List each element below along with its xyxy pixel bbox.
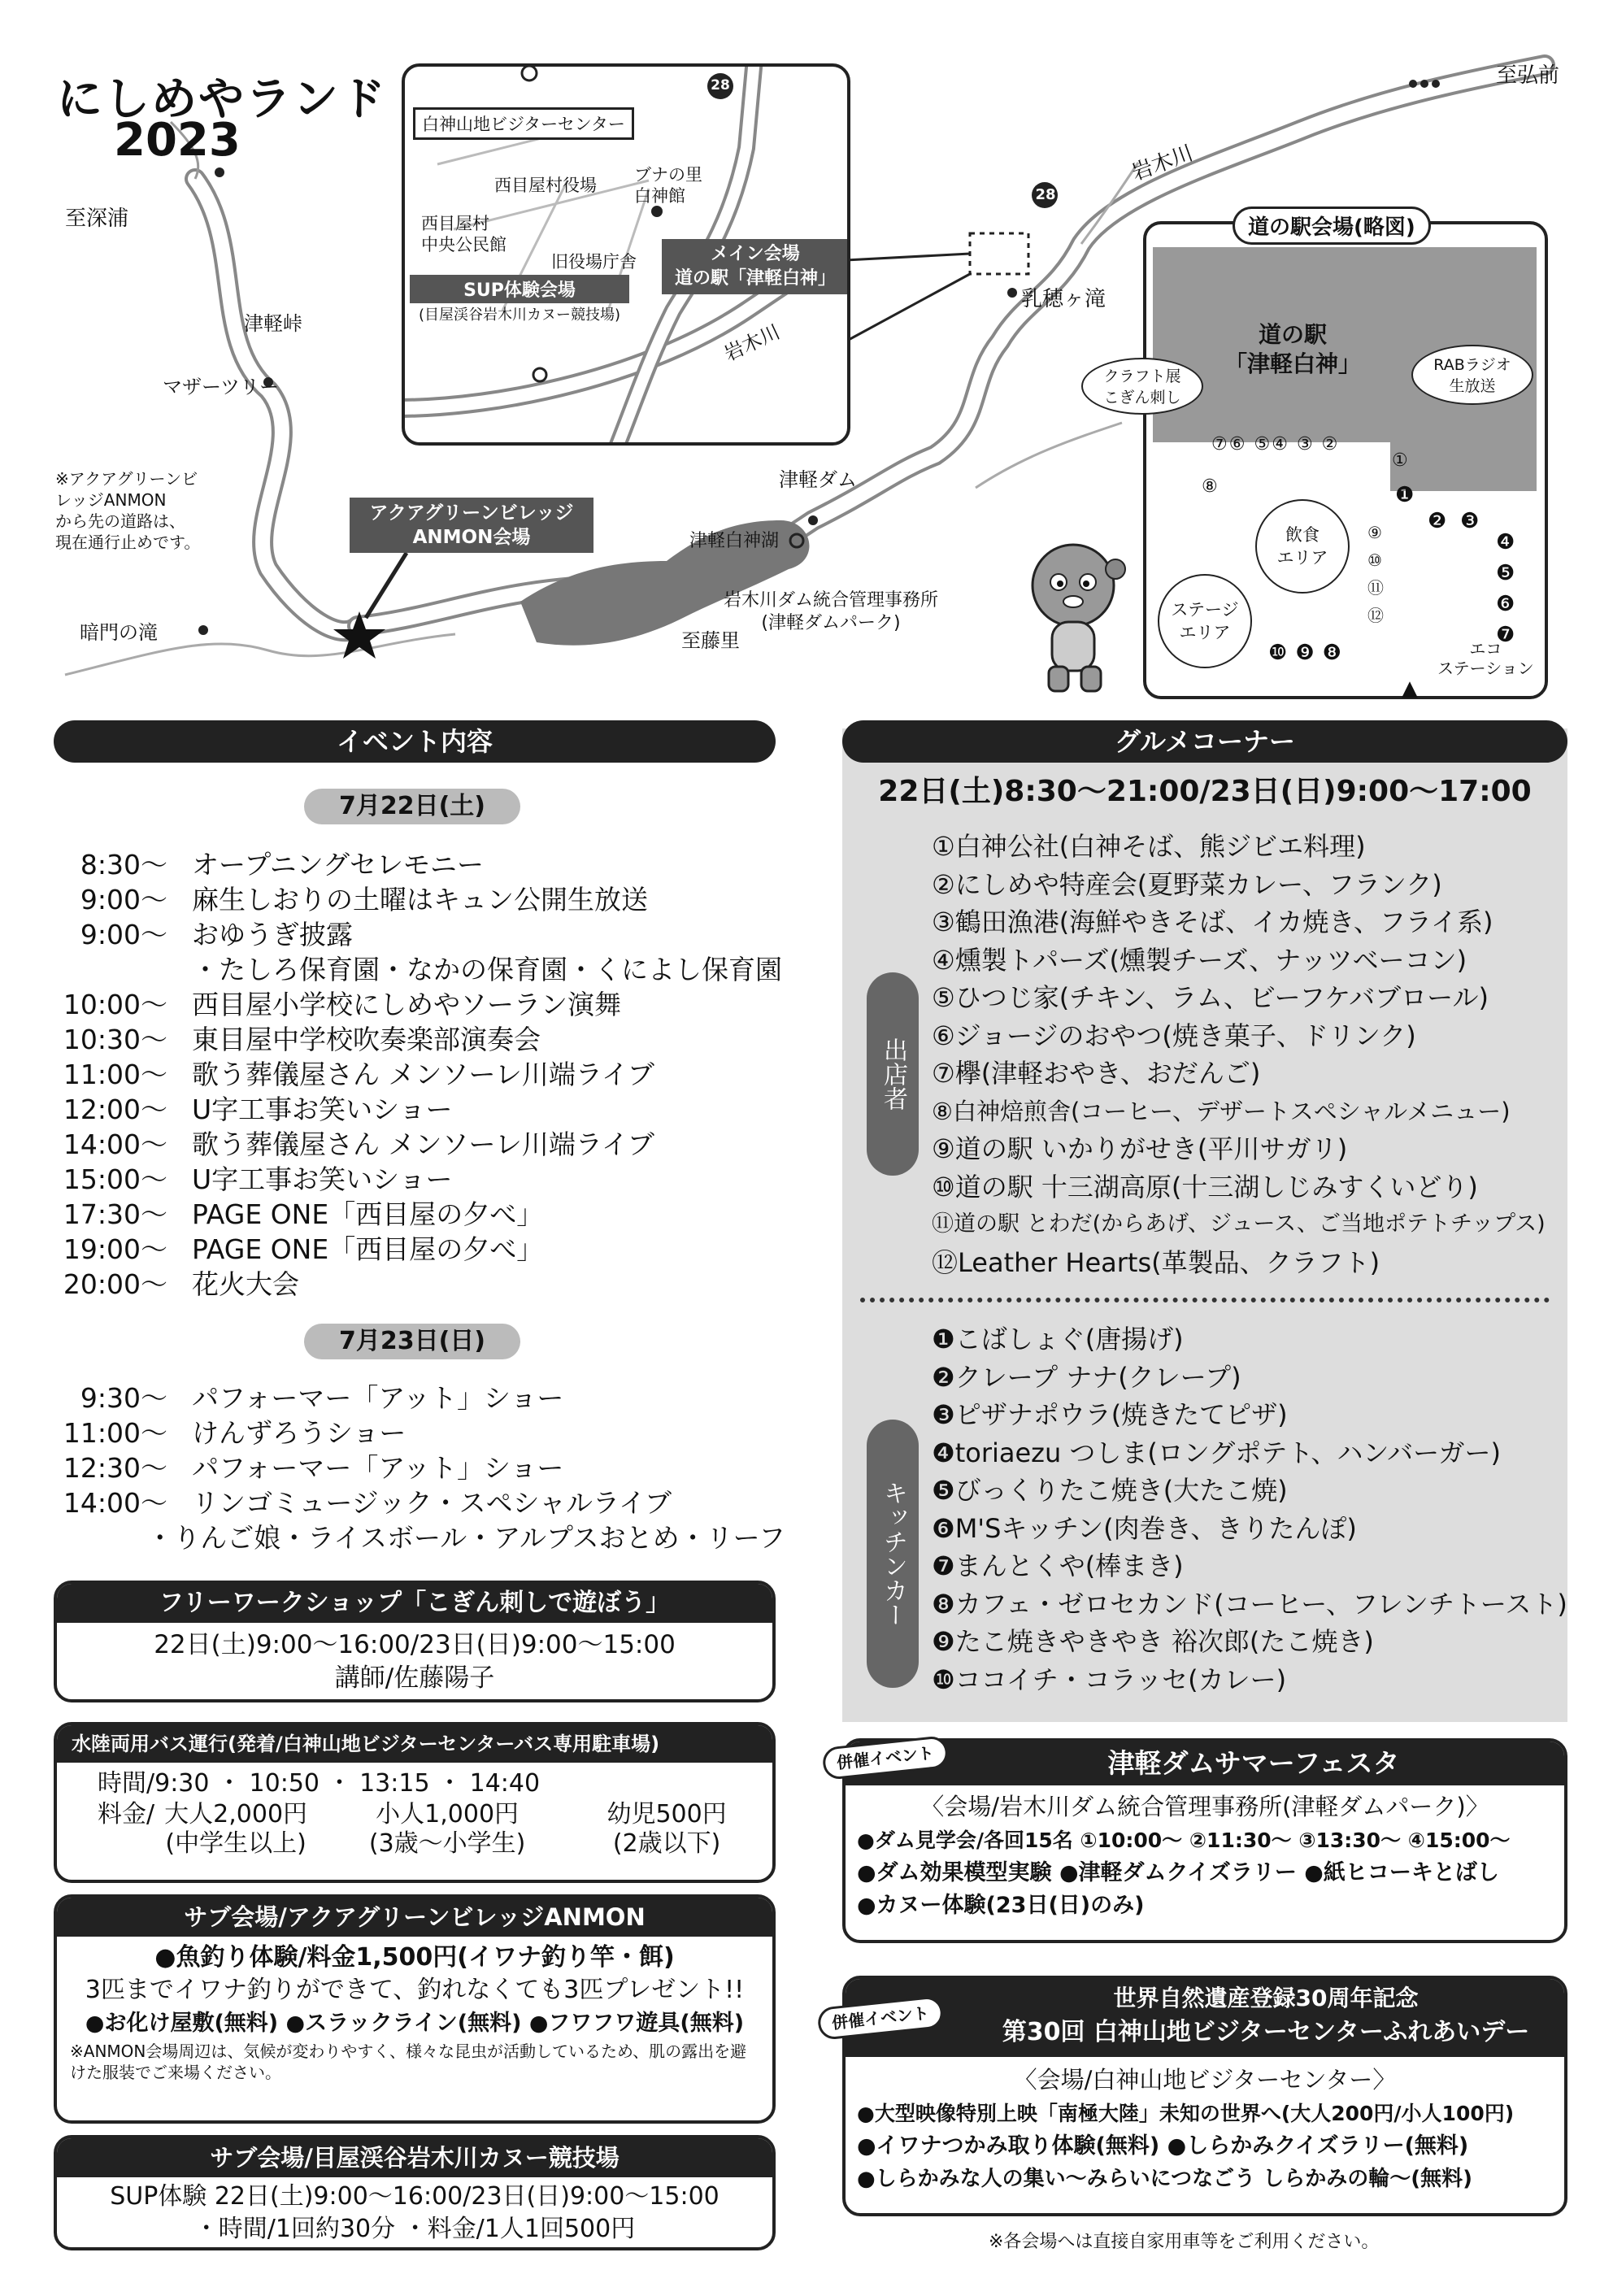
day2-schedule	[37, 1381, 785, 1555]
sup-venue-title: SUP体験会場	[410, 275, 629, 303]
stall-10: ⑩	[1367, 550, 1382, 570]
workshop-line2: 講師/佐藤陽子	[334, 1663, 495, 1693]
schedule-row	[37, 1127, 785, 1162]
site-map	[1103, 215, 1548, 701]
stall-9: ⑨	[1367, 523, 1382, 542]
label-lake: 津軽白神湖	[689, 531, 780, 551]
visitor-fest-title1: 世界自然遺産登録30周年記念	[1113, 1985, 1419, 2011]
schedule-time: 12:30〜	[63, 1452, 167, 1484]
vendor-item: ⑤ひつじ家(チキン、ラム、ビーフケバブロール)	[932, 982, 1489, 1013]
label-chibogataki: 乳穂ヶ滝	[1021, 287, 1106, 311]
visitor-fest-line2: ●イワナつかみ取り体験(無料) ●しらかみクイズラリー(無料)	[857, 2133, 1469, 2159]
stall-4: ④	[1272, 434, 1289, 454]
site-stalls-col	[1367, 519, 1392, 629]
bus-adult-sub: (中学生以上)	[165, 1829, 307, 1858]
schedule-row	[37, 1162, 785, 1197]
schedule-name: U字工事お笑いショー	[192, 1094, 453, 1125]
schedule-name: ・たしろ保育園・なかの保育園・くによし保育園	[192, 954, 782, 985]
site-stalls-row	[1211, 434, 1339, 454]
schedule-time: 12:00〜	[63, 1094, 167, 1125]
kitchen-car-1: ❶	[1395, 483, 1415, 507]
kitchen-label: キッチンカー	[867, 1420, 919, 1688]
bus-infant	[585, 1800, 748, 1859]
day1-date: 7月22日(土)	[304, 789, 520, 824]
label-iwaki-river: 岩木川	[1128, 141, 1197, 186]
schedule-row	[37, 1232, 785, 1267]
schedule-name: PAGE ONE「西目屋の夕べ」	[192, 1233, 544, 1265]
sup-venue-sub: (目屋渓谷岩木川カヌー競技場)	[418, 307, 621, 324]
gourmet-section	[842, 728, 1567, 1722]
stall-2: ②	[1321, 434, 1340, 454]
vendor-item: ③鶴田漁港(海鮮やきそば、イカ焼き、フライ系)	[932, 907, 1493, 937]
day1-schedule	[37, 847, 785, 1302]
vendor-item: ⑩道の駅 十三湖高原(十三湖しじみすくいどり)	[932, 1171, 1478, 1202]
schedule-row	[37, 1485, 785, 1520]
mascot-image	[1016, 537, 1130, 699]
schedule-name: パフォーマー「アット」ショー	[192, 1452, 564, 1484]
schedule-time: 11:00〜	[63, 1417, 167, 1449]
inset-visitor-center: 白神山地ビジターセンター	[413, 107, 634, 140]
vendor-item: ⑨道の駅 いかりがせき(平川サガリ)	[932, 1133, 1348, 1164]
site-building-label: 道の駅 「津軽白神」	[1224, 321, 1361, 377]
bus-child-sub: (3歳〜小学生)	[368, 1829, 526, 1858]
site-map-title: 道の駅会場(略図)	[1233, 207, 1431, 245]
visitor-fest-box	[842, 1976, 1567, 2216]
schedule-row	[37, 1415, 785, 1450]
anmon-title: サブ会場/アクアグリーンビレッジANMON	[57, 1898, 772, 1937]
schedule-row	[37, 1057, 785, 1092]
schedule-row	[37, 1022, 785, 1057]
vendor-item: ①白神公社(白神そば、熊ジビエ料理)	[932, 831, 1366, 862]
bus-adult-price: 大人2,000円	[164, 1800, 308, 1829]
gourmet-divider	[860, 1298, 1550, 1302]
label-dam-office	[724, 589, 938, 635]
vendor-item: ⑧白神焙煎舎(コーヒー、デザートスペシャルメニュー)	[932, 1097, 1511, 1125]
kitchen-item: ❻M'Sキッチン(肉巻き、きりたんぽ)	[932, 1512, 1357, 1544]
day2-date: 7月23日(日)	[304, 1324, 520, 1359]
kitchen-item: ❽カフェ・ゼロセカンド(コーヒー、フレンチトースト)	[932, 1588, 1567, 1620]
schedule-name: U字工事お笑いショー	[192, 1163, 453, 1195]
stall-7: ⑦	[1211, 434, 1229, 454]
kitchen-car-9: ❾	[1295, 641, 1323, 665]
bus-fee-label: 料金/	[98, 1800, 155, 1829]
schedule-time	[37, 1520, 146, 1555]
route-28-badge: 28	[1035, 186, 1056, 203]
footer-note: ※各会場へは直接自家用車等をご利用ください。	[989, 2232, 1380, 2252]
inset-sup-venue	[410, 275, 629, 324]
schedule-row	[37, 882, 785, 917]
kitchen-car-4: ❹	[1496, 530, 1515, 554]
visitor-fest-head	[846, 1979, 1564, 2057]
schedule-row	[37, 1197, 785, 1232]
visitor-fest-line1: ●大型映像特別上映「南極大陸」未知の世界へ(大人200円/小人100円)	[857, 2102, 1515, 2125]
bus-box	[54, 1722, 776, 1883]
title-line2: 2023	[114, 114, 241, 167]
workshop-line1: 22日(土)9:00〜16:00/23日(日)9:00〜15:00	[154, 1630, 676, 1659]
schedule-name: パフォーマー「アット」ショー	[192, 1382, 564, 1414]
visitor-fest-title2: 第30回 白神山地ビジターセンターふれあいデー	[1002, 2018, 1530, 2046]
visitor-fest-tag: 併催イベント	[816, 1995, 944, 2041]
canoe-box	[54, 2135, 776, 2250]
title-line1: にしめやランド	[57, 73, 387, 126]
dam-fest-line1: ●ダム見学会/各回15名 ①10:00〜 ②11:30〜 ③13:30〜 ④15:00〜	[857, 1829, 1511, 1852]
workshop-title: フリーワークショップ「こぎん刺しで遊ぼう」	[57, 1584, 772, 1623]
kitchen-item: ❼まんとくや(棒まき)	[932, 1550, 1184, 1581]
anmon-venue-label: アクアグリーンビレッジ ANMON会場	[350, 498, 593, 553]
visitor-fest-line3: ●しらかみな人の集い〜みらいにつなごう しらかみの輪〜(無料)	[857, 2167, 1472, 2191]
bus-times: 時間/9:30 ・ 10:50 ・ 13:15 ・ 14:40	[98, 1769, 541, 1798]
stall-11: ⑪	[1367, 578, 1384, 598]
kitchen-item: ❿ココイチ・コラッセ(カレー)	[932, 1663, 1287, 1695]
schedule-name: オープニングセレモニー	[192, 849, 485, 881]
site-eco-station: エコ ステーション	[1437, 639, 1534, 678]
dam-fest-title: 津軽ダムサマーフェスタ	[846, 1742, 1564, 1785]
kitchen-item: ❹toriaezu つしま(ロングポテト、ハンバーガー)	[932, 1437, 1501, 1468]
schedule-row	[37, 1520, 785, 1555]
inset-old-office: 旧役場庁舎	[551, 252, 637, 272]
schedule-time	[37, 952, 192, 987]
kitchen-item: ❶こばしょぐ(唐揚げ)	[932, 1324, 1184, 1355]
kitchen-item: ❾たこ焼きやきやき 裕次郎(たこ焼き)	[932, 1626, 1374, 1657]
dam-fest-venue: 〈会場/岩木川ダム統合管理事務所(津軽ダムパーク)〉	[920, 1793, 1489, 1820]
schedule-name: おゆうぎ披露	[192, 919, 353, 950]
schedule-name: 西目屋小学校にしめやソーラン演舞	[192, 989, 621, 1020]
dam-office-sub: (津軽ダムパーク)	[761, 613, 901, 633]
gourmet-hours: 22日(土)8:30〜21:00/23日(日)9:00〜17:00	[878, 775, 1532, 808]
schedule-row	[37, 1381, 785, 1415]
schedule-time: 15:00〜	[63, 1163, 167, 1195]
schedule-time: 14:00〜	[63, 1487, 167, 1519]
schedule-name: 麻生しおりの土曜はキュン公開生放送	[192, 884, 648, 915]
site-stage-area: ステージ エリア	[1158, 574, 1252, 668]
site-kitchen-row	[1268, 641, 1350, 665]
site-entrance-arrow: ▲	[1402, 676, 1418, 701]
label-to-hirosaki: 至弘前	[1496, 63, 1560, 88]
schedule-time: 10:00〜	[63, 989, 167, 1020]
schedule-time: 9:30〜	[80, 1382, 167, 1414]
stall-3: ③	[1296, 434, 1315, 454]
stall-1: ①	[1392, 450, 1408, 471]
schedule-name: 歌う葬儀屋さん メンソーレ川端ライブ	[192, 1128, 654, 1160]
label-kuramon: 暗門の滝	[80, 621, 158, 644]
dam-fest-line2: ●ダム効果模型実験 ●津軽ダムクイズラリー ●紙ヒコーキとばし	[857, 1860, 1499, 1885]
kitchen-car-6: ❻	[1496, 592, 1515, 616]
schedule-name: リンゴミュージック・スペシャルライブ	[192, 1487, 672, 1519]
vendor-item: ⑫Leather Hearts(革製品、クラフト)	[932, 1246, 1380, 1278]
anmon-box	[54, 1894, 776, 2124]
vendors-label: 出店者	[867, 972, 919, 1176]
canoe-title: サブ会場/目屋渓谷岩木川カヌー競技場	[57, 2138, 772, 2177]
schedule-time: 17:30〜	[63, 1198, 167, 1230]
anmon-fishing-note: 3匹までイワナ釣りができて、釣れなくても3匹プレゼント!!	[85, 1976, 745, 2004]
stall-12: ⑫	[1367, 606, 1384, 625]
schedule-time: 10:30〜	[63, 1024, 167, 1055]
bus-infant-price: 幼児500円	[607, 1800, 727, 1829]
anmon-fishing: ●魚釣り体験/料金1,500円(イワナ釣り竿・餌)	[154, 1943, 675, 1972]
site-craft: クラフト展 こぎん刺し	[1081, 358, 1203, 415]
schedule-time: 8:30〜	[80, 849, 167, 881]
gourmet-header: グルメコーナー	[842, 720, 1567, 763]
vendor-item: ⑪道の駅 とわだ(からあげ、ジュース、ご当地ポテトチップス)	[932, 1211, 1546, 1237]
site-food-area: 飲食 エリア	[1255, 499, 1350, 594]
inset-route28: 28	[711, 77, 730, 93]
vendors-list	[932, 828, 1546, 1281]
schedule-time: 19:00〜	[63, 1233, 167, 1265]
label-mother-tree: マザーツリー	[163, 376, 280, 398]
kitchen-item: ❷クレープ ナナ(クレープ)	[932, 1361, 1241, 1393]
bus-fees	[57, 1800, 772, 1859]
schedule-name: 東目屋中学校吹奏楽部演奏会	[192, 1024, 541, 1055]
inset-village-office: 西目屋村役場	[494, 176, 597, 195]
bus-title: 水陸両用バス運行(発着/白神山地ビジターセンターバス専用駐車場)	[57, 1725, 772, 1763]
schedule-row	[37, 1267, 785, 1302]
events-header: イベント内容	[54, 720, 776, 763]
schedule-name: PAGE ONE「西目屋の夕べ」	[192, 1198, 544, 1230]
schedule-name: けんずろうショー	[192, 1417, 407, 1449]
stall-8: ⑧	[1202, 476, 1218, 497]
dam-office-name: 岩木川ダム統合管理事務所	[724, 590, 939, 611]
stall-6: ⑥	[1228, 434, 1247, 454]
dam-fest-box	[842, 1738, 1567, 1943]
inset-map	[402, 63, 850, 446]
schedule-row	[37, 1092, 785, 1127]
label-tsugaru-toge: 津軽峠	[244, 312, 302, 335]
workshop-box	[54, 1581, 776, 1702]
kitchen-car-5: ❺	[1496, 561, 1515, 585]
kitchen-car-10: ❿	[1268, 641, 1296, 665]
stall-5: ⑤	[1254, 434, 1272, 454]
kitchen-car-8: ❽	[1322, 641, 1350, 665]
label-dam: 津軽ダム	[779, 468, 857, 491]
site-kitchen-col	[1496, 527, 1515, 650]
bus-child	[341, 1800, 553, 1859]
dam-fest-line3: ●カヌー体験(23日(日)のみ)	[857, 1893, 1145, 1918]
canoe-line1: SUP体験 22日(土)9:00〜16:00/23日(日)9:00〜15:00	[110, 2182, 720, 2211]
vendor-item: ⑦欅(津軽おやき、おだんご)	[932, 1058, 1261, 1089]
visitor-fest-venue: 〈会場/白神山地ビジターセンター〉	[1013, 2066, 1397, 2094]
schedule-name: 歌う葬儀屋さん メンソーレ川端ライブ	[192, 1059, 654, 1090]
kitchen-item: ❸ピザナポウラ(焼きたてピザ)	[932, 1399, 1288, 1430]
inset-main-venue: メイン会場 道の駅「津軽白神」	[662, 239, 849, 294]
vendor-item: ⑥ジョージのおやつ(焼き菓子、ドリンク)	[932, 1020, 1416, 1051]
inset-buna: ブナの里 白神館	[634, 165, 702, 206]
kitchen-car-2: ❷	[1428, 509, 1447, 533]
schedule-row	[37, 1450, 785, 1485]
inset-community-hall: 西目屋村 中央公民館	[421, 214, 507, 254]
anmon-note: ※ANMON会場周辺は、気候が変わりやすく、様々な昆虫が活動しているため、肌の露出を避けた服装でご来場ください。	[70, 2042, 747, 2082]
kitchen-item: ❺びっくりたこ焼き(大たこ焼)	[932, 1475, 1288, 1506]
kitchen-list	[932, 1320, 1567, 1698]
vendor-item: ④燻製トパーズ(燻製チーズ、ナッツベーコン)	[932, 944, 1467, 976]
site-rab: RABラジオ 生放送	[1411, 345, 1533, 405]
canoe-line2: ・時間/1回約30分 ・料金/1人1回500円	[193, 2215, 636, 2243]
schedule-time: 9:00〜	[80, 884, 167, 915]
schedule-time: 14:00〜	[63, 1128, 167, 1160]
schedule-name: 花火大会	[192, 1268, 299, 1300]
schedule-row	[37, 847, 785, 882]
bus-adult	[154, 1800, 317, 1859]
schedule-time: 11:00〜	[63, 1059, 167, 1090]
kitchen-car-3: ❸	[1460, 509, 1480, 533]
vendor-item: ②にしめや特産会(夏野菜カレー、フランク)	[932, 868, 1442, 900]
schedule-time: 20:00〜	[63, 1268, 167, 1300]
schedule-row	[37, 987, 785, 1022]
label-to-fukaura: 至深浦	[65, 207, 129, 231]
schedule-row	[37, 917, 785, 952]
label-to-fujisato: 至藤里	[681, 629, 740, 652]
schedule-time: 9:00〜	[80, 919, 167, 950]
road-closed-note: ※アクアグリーンビ レッジANMON から先の道路は、 現在通行止めです。	[55, 469, 201, 552]
inset-river: 岩木川	[720, 320, 784, 366]
bus-child-price: 小人1,000円	[376, 1800, 520, 1829]
schedule-row	[37, 952, 785, 987]
dam-fest-tag: 併催イベント	[821, 1735, 949, 1781]
anmon-activities: ●お化け屋敷(無料) ●スラックライン(無料) ●フワフワ遊具(無料)	[85, 2011, 745, 2036]
kitchen-car-7: ❼	[1496, 623, 1515, 647]
schedule-name: ・りんご娘・ライスボール・アルプスおとめ・リーフ	[146, 1522, 785, 1554]
bus-infant-sub: (2歳以下)	[612, 1829, 721, 1858]
